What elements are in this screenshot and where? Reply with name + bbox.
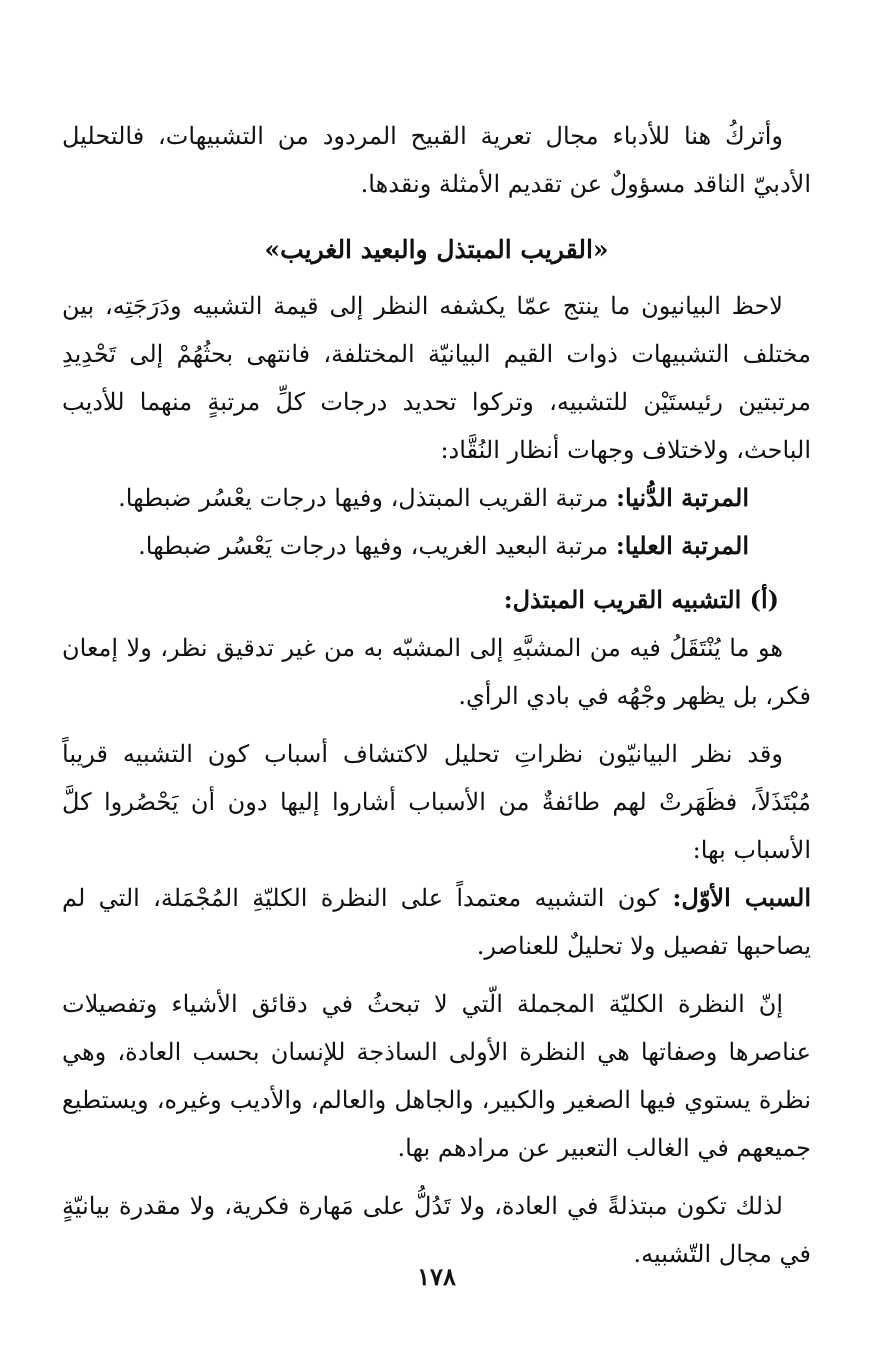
intro-paragraph: وأتركُ هنا للأدباء مجال تعرية القبيح المردود من التشبيهات، فالتحليل الأدبيّ الناقد مسؤولٌ عن تقديم الأمثلة ونقدها.	[62, 122, 811, 198]
rank-low-label: المرتبة الدُّنيا:	[616, 483, 749, 512]
paragraph-3: وقد نظر البيانيّون نظراتِ تحليل لاكتشاف أسباب كون التشبيه قريباً مُبْتَذَلاً، فظَهَرتْ لهم طائفةٌ من الأسباب أشاروا إليها دون أن يَحْصُروا كلَّ الأسباب بها:	[62, 740, 811, 864]
cause-1-label: السبب الأوّل:	[672, 883, 812, 912]
paragraph-2: هو ما يُنْتَقَلُ فيه من المشبَّهِ إلى المشبّه به من غير تدقيق نظر، ولا إمعان فكر، بل يظهر وجْهُه في بادي الرأي.	[62, 634, 811, 710]
rank-low-text: مرتبة القريب المبتذل، وفيها درجات يعْسُر ضبطها.	[118, 484, 609, 512]
rank-high-label: المرتبة العليا:	[615, 531, 749, 560]
rank-high-text: مرتبة البعيد الغريب، وفيها درجات يَعْسُر ضبطها.	[138, 532, 609, 560]
paragraph-5: لذلك تكون مبتذلةً في العادة، ولا تَدُلُّ على مَهارة فكرية، ولا مقدرة بيانيّةٍ في مجال التّشبيه.	[62, 1192, 811, 1268]
cause-1	[62, 874, 811, 970]
cause-1-text: كون التشبيه معتمداً على النظرة الكليّةِ المُجْمَلة، التي لم يصاحبها تفصيل ولا تحليلٌ للعناصر.	[62, 884, 811, 960]
section-heading: «القريب المبتذل والبعيد الغريب»	[264, 235, 609, 264]
page-number: ١٧٨	[417, 1262, 456, 1291]
rank-low	[62, 474, 811, 522]
rank-high	[62, 522, 811, 570]
paragraph-1: لاحظ البيانيون ما ينتج عمّا يكشفه النظر إلى قيمة التشبيه ودَرَجَتِه، بين مختلف التشبيهات ذوات القيم البيانيّة المختلفة، فانتهى بحثُهُمْ إلى تَحْدِيدِ مرتبتين رئيستَيْن للتشبيه، وتركوا تحديد درجات كلِّ مرتبةٍ منهما للأديب الباحث، ولاختلاف وجهات أنظار النُقَّاد:	[62, 292, 811, 464]
subheading-a: (أ) التشبيه القريب المبتذل:	[503, 585, 779, 614]
paragraph-4: إنّ النظرة الكليّة المجملة الّتي لا تبحثُ في دقائق الأشياء وتفصيلات عناصرها وصفاتها هي النظرة الأولى الساذجة للإنسان بحسب العادة، وهي نظرة يستوي فيها الصغير والكبير، والجاهل والعالم، والأديب وغيره، ويستطيع جميعهم في الغالب التعبير عن مرادهم بها.	[62, 990, 812, 1162]
